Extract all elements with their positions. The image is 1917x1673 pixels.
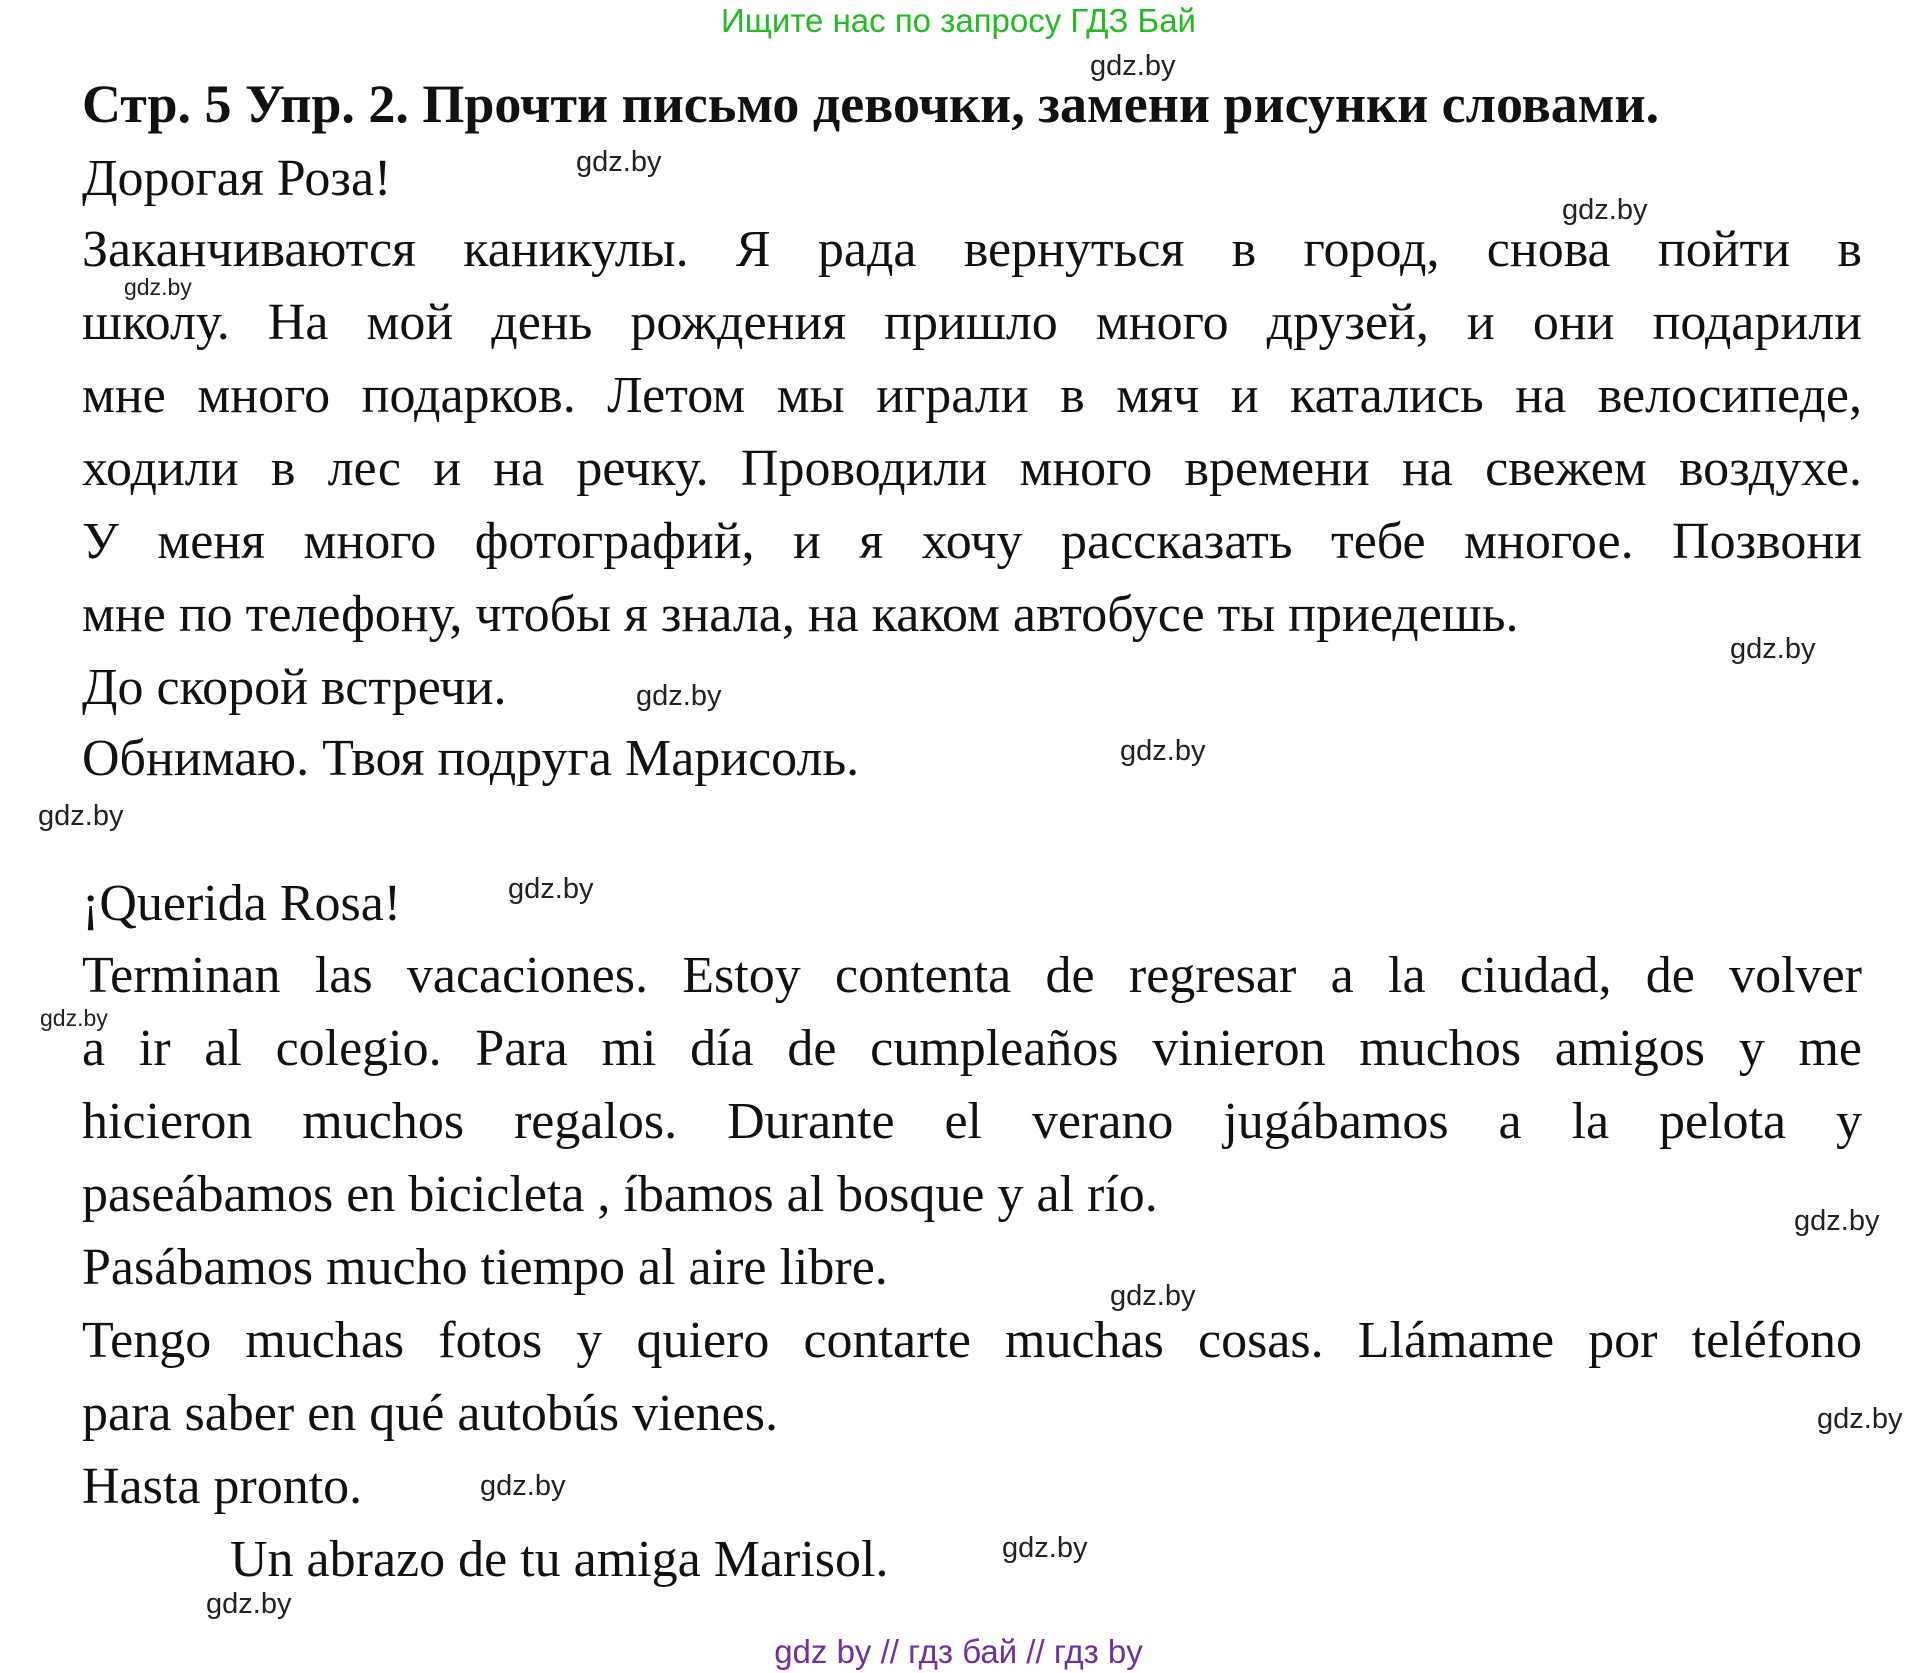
russian-body-line: У меня много фотографий, и я хочу рассказать тебе многое. Позвони [82, 513, 1862, 570]
watermark: gdz.by [1110, 1280, 1196, 1312]
spanish-greeting: ¡Querida Rosa! [82, 875, 402, 932]
spanish-body-line: para saber en qué autobús vienes. [82, 1385, 778, 1442]
watermark: gdz.by [1730, 633, 1816, 665]
watermark: gdz.by [1562, 194, 1648, 226]
watermark: gdz.by [480, 1470, 566, 1502]
watermark: gdz.by [40, 1005, 108, 1031]
russian-body-line: мне по телефону, чтобы я знала, на каком автобусе ты приедешь. [82, 586, 1519, 643]
footer-banner: gdz by // гдз бай // гдз by [774, 1633, 1143, 1670]
russian-body-line: мне много подарков. Летом мы играли в мяч и катались на велосипеде, [82, 367, 1862, 424]
exercise-heading: Стр. 5 Упр. 2. Прочти письмо девочки, замени рисунки словами. [82, 74, 1660, 134]
search-hint-banner: Ищите нас по запросу ГДЗ Бай [721, 2, 1196, 39]
watermark: gdz.by [1002, 1532, 1088, 1564]
watermark: gdz.by [38, 800, 124, 832]
spanish-body-line: a ir al colegio. Para mi día de cumpleaños vinieron muchos amigos y me [82, 1020, 1862, 1077]
russian-closing: До скорой встречи. [82, 659, 507, 716]
spanish-signature: Un abrazo de tu amiga Marisol. [230, 1531, 889, 1588]
spanish-closing: Hasta pronto. [82, 1458, 363, 1515]
watermark: gdz.by [1090, 50, 1176, 82]
russian-body-line: ходили в лес и на речку. Проводили много времени на свежем воздухе. [82, 440, 1862, 497]
watermark: gdz.by [1794, 1205, 1880, 1237]
watermark: gdz.by [1817, 1403, 1903, 1435]
watermark: gdz.by [206, 1588, 292, 1620]
spanish-body-line: Pasábamos mucho tiempo al aire libre. [82, 1239, 888, 1296]
russian-signature: Обнимаю. Твоя подруга Марисоль. [82, 730, 860, 787]
watermark: gdz.by [1120, 735, 1206, 767]
watermark: gdz.by [508, 873, 594, 905]
spanish-body-line: hicieron muchos regalos. Durante el verano jugábamos a la pelota y [82, 1093, 1862, 1150]
russian-body-line: школу. На мой день рождения пришло много друзей, и они подарили [82, 294, 1862, 351]
spanish-body-line: paseábamos en bicicleta , íbamos al bosque y al río. [82, 1166, 1158, 1223]
spanish-body-line: Tengo muchas fotos y quiero contarte muchas cosas. Llámame por teléfono [82, 1312, 1862, 1369]
watermark: gdz.by [124, 274, 192, 300]
russian-greeting: Дорогая Роза! [82, 150, 392, 207]
russian-body-line: Заканчиваются каникулы. Я рада вернуться в город, снова пойти в [82, 221, 1862, 278]
spanish-body-line: Terminan las vacaciones. Estoy contenta de regresar a la ciudad, de volver [82, 947, 1862, 1004]
watermark: gdz.by [576, 146, 662, 178]
watermark: gdz.by [636, 680, 722, 712]
